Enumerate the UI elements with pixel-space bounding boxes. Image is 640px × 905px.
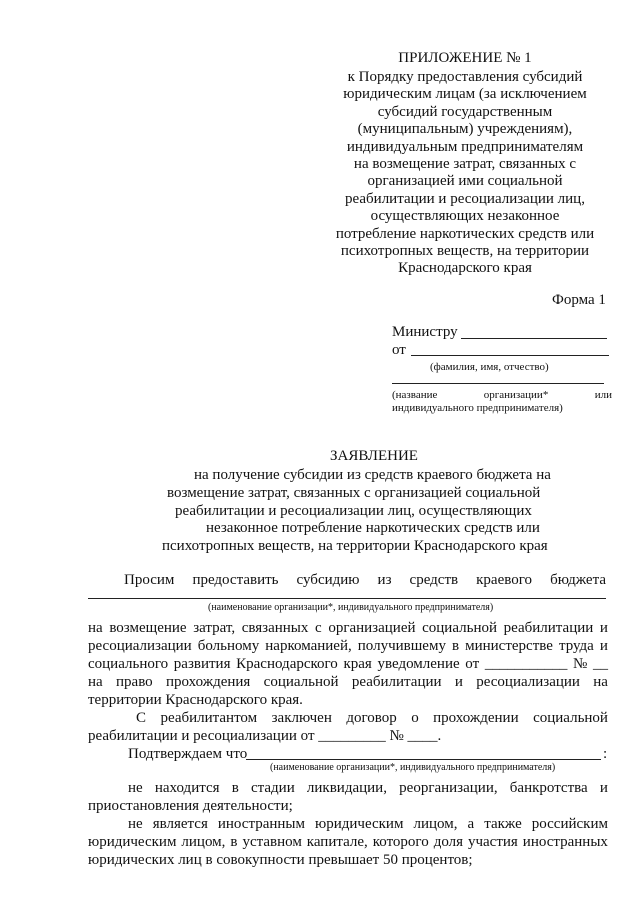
minister-label: Министру bbox=[392, 324, 458, 340]
form-label: Форма 1 bbox=[552, 292, 606, 308]
statement-line: незаконное потребление наркотических средств или bbox=[206, 520, 540, 536]
fio-hint: (фамилия, имя, отчество) bbox=[430, 361, 549, 373]
appendix-title: ПРИЛОЖЕНИЕ № 1 bbox=[398, 50, 532, 66]
word: Просим bbox=[124, 572, 175, 588]
word: субсидию bbox=[296, 572, 360, 588]
word: из bbox=[377, 572, 392, 588]
statement-line: психотропных веществ, на территории Краснодарского края bbox=[162, 538, 548, 554]
appendix-line: юридическим лицам (за исключением bbox=[343, 86, 587, 103]
appendix-line: осуществляющих незаконное bbox=[370, 208, 560, 225]
word: краевого bbox=[476, 572, 533, 588]
appendix-line: реабилитации и ресоциализации лиц, bbox=[345, 190, 585, 207]
body-line: юридических лиц в совокупности превышает 50 процентов; bbox=[88, 852, 473, 868]
appendix-line: на возмещение затрат, связанных с bbox=[353, 155, 577, 172]
body-line: не находится в стадии ликвидации, реорганизации, банкротства и bbox=[128, 780, 608, 796]
from-line bbox=[411, 355, 609, 356]
statement-line: на получение субсидии из средств краевого бюджета на bbox=[194, 467, 551, 483]
org-hint-line2: индивидуального предпринимателя) bbox=[392, 402, 563, 414]
word: средств bbox=[409, 572, 459, 588]
body-line: не является иностранным юридическим лицом, а также российским bbox=[128, 816, 608, 832]
body-line: социального развития Краснодарского края уведомление от ___________ № __ bbox=[88, 656, 608, 672]
confirm-hint: (наименование организации*, индивидуального предпринимателя) bbox=[270, 762, 556, 773]
appendix-line: потребление наркотических средств или bbox=[335, 225, 595, 242]
body-line: С реабилитантом заключен договор о прохождении социальной bbox=[136, 710, 608, 726]
statement-line: возмещение затрат, связанных с организацией социальной bbox=[167, 485, 541, 501]
body-line: приостановления деятельности; bbox=[88, 798, 293, 814]
confirm-suffix: : bbox=[603, 746, 608, 762]
appendix-line: индивидуальным предпринимателям bbox=[346, 138, 584, 155]
body-line: ресоциализации больному наркоманией, получившему в министерстве труда и bbox=[88, 638, 608, 654]
body-line: юридическим лицом, в уставном капитале, которого доля участия иностранных bbox=[88, 834, 608, 850]
org-line bbox=[392, 383, 604, 384]
appendix-line: организацией ими социальной bbox=[367, 173, 563, 190]
org-hint-line1 bbox=[392, 388, 612, 402]
appendix-line: субсидий государственным bbox=[377, 103, 553, 120]
body-p1-intro bbox=[124, 573, 606, 588]
org-hint-word: организации* bbox=[483, 389, 549, 401]
confirm-line bbox=[246, 759, 601, 760]
appendix-text bbox=[330, 70, 600, 279]
body-line: на право прохождения социальной реабилитации и ресоциализации на bbox=[88, 674, 608, 690]
word: бюджета bbox=[550, 572, 606, 588]
body-line: территории Краснодарского края. bbox=[88, 692, 303, 708]
statement-line: реабилитации и ресоциализации лиц, осуществляющих bbox=[175, 503, 532, 519]
appendix-line: Краснодарского края bbox=[398, 260, 532, 277]
org-hint-word: или bbox=[594, 389, 612, 401]
org-name-hint: (наименование организации*, индивидуального предпринимателя) bbox=[208, 602, 494, 613]
statement-title: ЗАЯВЛЕНИЕ bbox=[330, 448, 418, 464]
org-hint-word: (название bbox=[392, 389, 438, 401]
appendix-line: к Порядку предоставления субсидий bbox=[347, 69, 583, 85]
body-line: на возмещение затрат, связанных с организацией социальной реабилитации и bbox=[88, 620, 608, 636]
confirm-prefix: Подтверждаем что bbox=[128, 746, 248, 762]
from-label: от bbox=[392, 342, 406, 358]
org-name-line bbox=[88, 598, 606, 599]
body-line: реабилитации и ресоциализации от _________ № ____. bbox=[88, 728, 442, 744]
appendix-line: (муниципальным) учреждениям), bbox=[357, 121, 573, 138]
appendix-line: психотропных веществ, на территории bbox=[340, 242, 590, 259]
minister-line bbox=[461, 338, 607, 339]
word: предоставить bbox=[192, 572, 279, 588]
